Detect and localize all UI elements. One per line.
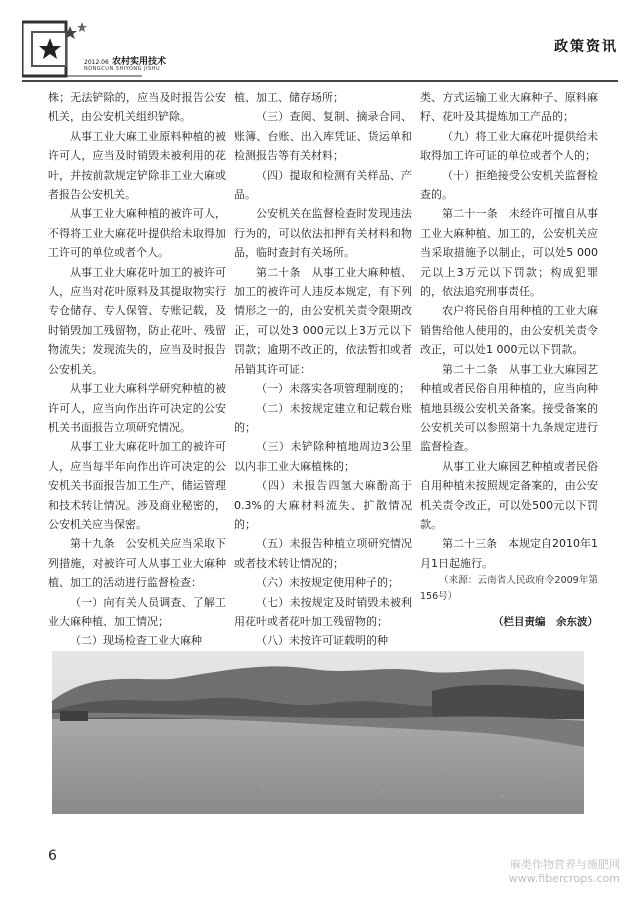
text-column-1 bbox=[48, 88, 226, 651]
logo-date: 2012.06 bbox=[84, 59, 109, 66]
paragraph: （三）未铲除种植地周边3公里以内非工业大麻植株的； bbox=[234, 440, 412, 473]
text-column-2 bbox=[234, 88, 412, 651]
column-editor: （栏目责编 余东波） bbox=[493, 616, 598, 629]
paragraph: 植、加工、储存场所； bbox=[234, 91, 344, 104]
paragraph: （六）未按规定使用种子的； bbox=[256, 576, 399, 590]
paragraph: （十）拒绝接受公安机关监督检查的。 bbox=[420, 168, 598, 202]
section-title: 政策资讯 bbox=[554, 39, 618, 55]
source-note: （来源：云南省人民政府令2009年第156号） bbox=[420, 575, 598, 603]
watermark-url: www.fibercrops.com bbox=[508, 872, 620, 885]
paragraph: （一）向有关人员调查、了解工业大麻种植、加工情况； bbox=[48, 595, 226, 628]
header-divider bbox=[22, 80, 618, 82]
text-column-3 bbox=[420, 88, 598, 633]
site-watermark bbox=[460, 858, 620, 886]
paragraph: 从事工业大麻种植的被许可人，不得将工业大麻花叶提供给未取得加工许可的单位或者个人。 bbox=[48, 207, 226, 260]
logo-pinyin: NONGCUN SHIYONG JISHU bbox=[84, 66, 161, 72]
watermark-site-name: 麻类作物营养与施肥网 bbox=[510, 858, 620, 871]
paragraph: 从事工业大麻园艺种植或者民俗自用种植未按照规定备案的，由公安机关责令改正，可以处500元以下罚款。 bbox=[420, 459, 598, 531]
paragraph: （三）查阅、复制、摘录合同、账簿、台账、出入库凭证、货运单和检测报告等有关材料； bbox=[234, 110, 412, 163]
paragraph: 第二十条 从事工业大麻种植、加工的被许可人违反本规定，有下列情形之一的，由公安机关责令限期改正，可以处3 000元以上3万元以下罚款；逾期不改正的，依法暂扣或者吊销其许可证： bbox=[234, 265, 412, 376]
paragraph: 第十九条 公安机关应当采取下列措施，对被许可人从事工业大麻种植、加工的活动进行监督检查： bbox=[48, 537, 226, 590]
paragraph: （八）未按许可证载明的种 bbox=[256, 634, 388, 648]
paragraph: （四）未报告四氢大麻酚高于0.3%的大麻材料流失、扩散情况的； bbox=[234, 479, 412, 531]
paragraph: （四）提取和检测有关样品、产品。 bbox=[234, 168, 412, 202]
paragraph: （七）未按规定及时销毁未被利用花叶或者花叶加工残留物的； bbox=[234, 595, 412, 628]
paragraph: 第二十一条 未经许可擅自从事工业大麻种植、加工的，公安机关应当采取措施予以制止，可以处5 000元以上3万元以下罚款；构成犯罪的，依法追究刑事责任。 bbox=[420, 207, 598, 299]
paragraph: （五）未报告种植立项研究情况或者技术转让情况的； bbox=[234, 537, 412, 570]
paragraph: （一）未落实各项管理制度的； bbox=[256, 382, 410, 396]
paragraph: 农户将民俗自用种植的工业大麻销售给他人使用的，由公安机关责令改正，可以处1 000元以下罚款。 bbox=[420, 304, 598, 357]
paragraph: （二）现场检查工业大麻种 bbox=[70, 634, 202, 648]
logo-name: 农村实用技术 bbox=[111, 57, 166, 67]
paragraph: 公安机关在监督检查时发现违法行为的，可以依法扣押有关材料和物品，临时查封有关场所。 bbox=[234, 207, 412, 260]
magazine-logo bbox=[22, 18, 166, 80]
paragraph: （二）未按规定建立和记载台账的； bbox=[234, 401, 412, 434]
paragraph: （九）将工业大麻花叶提供给未取得加工许可证的单位或者个人的； bbox=[420, 129, 598, 163]
paragraph: 从事工业大麻花叶加工的被许可人，应当对花叶原料及其提取物实行专仓储存、专人保管、专账记载，及时销毁加工残留物，防止花叶、残留物流失；发现流失的，应当及时报告公安机关。 bbox=[48, 265, 226, 376]
paragraph: 从事工业大麻花叶加工的被许可人，应当每半年向作出许可决定的公安机关书面报告加工生产、储运管理和技术转让情况。涉及商业秘密的，公安机关应当保密。 bbox=[48, 440, 226, 531]
paragraph: 第二十三条 本规定自2010年1月1日起施行。 bbox=[420, 537, 598, 570]
paragraph: 从事工业大麻科学研究种植的被许可人，应当向作出许可决定的公安机关书面报告立项研究情况。 bbox=[48, 382, 226, 434]
landscape-photo bbox=[52, 651, 584, 814]
paragraph: 第二十二条 从事工业大麻园艺种植或者民俗自用种植的，应当向种植地县级公安机关备案。接受备案的公安机关可以参照第十九条规定进行监督检查。 bbox=[420, 362, 598, 454]
field-forest-image bbox=[52, 651, 584, 814]
paragraph: 类、方式运输工业大麻种子、原料麻籽、花叶及其提炼加工产品的； bbox=[420, 91, 598, 124]
paragraph: 从事工业大麻工业原料种植的被许可人，应当及时销毁未被利用的花叶，并按前款规定铲除非工业大麻或者报告公安机关。 bbox=[48, 129, 226, 202]
page-number: 6 bbox=[48, 848, 57, 864]
paragraph: 株；无法铲除的，应当及时报告公安机关，由公安机关组织铲除。 bbox=[48, 91, 226, 124]
